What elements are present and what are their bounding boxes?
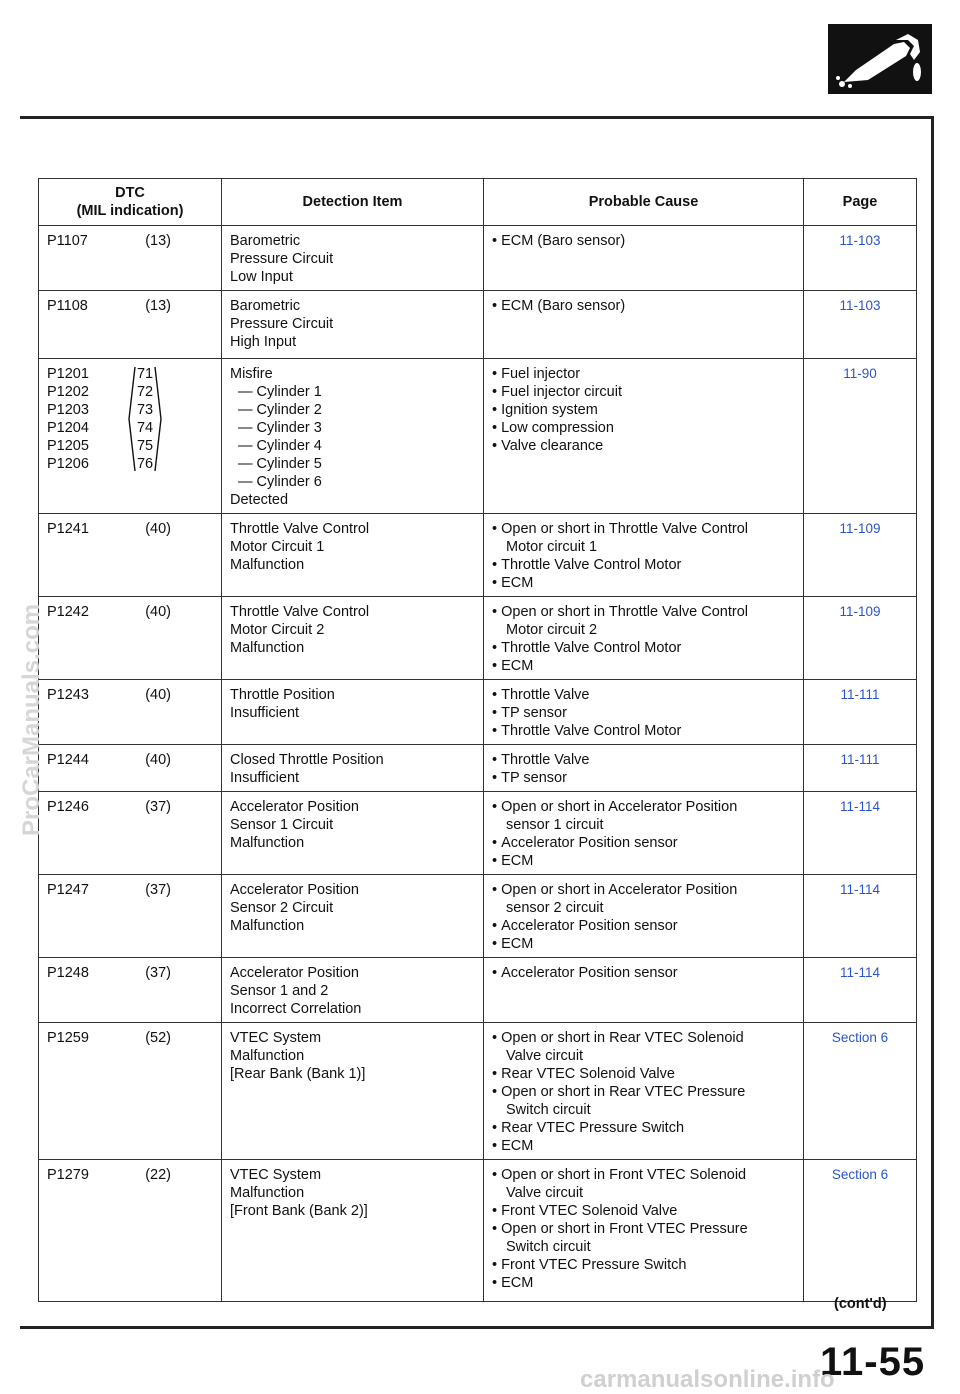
detection-item-cell — [222, 875, 484, 958]
detection-line: VTEC System — [230, 1030, 322, 1046]
probable-cause-cell — [484, 514, 804, 597]
cause-line: • Accelerator Position sensor — [492, 964, 795, 982]
page-reference-link[interactable]: Section 6 — [804, 1023, 917, 1160]
dtc-code: P1241 — [47, 521, 89, 537]
detection-line: Throttle Position — [230, 687, 335, 703]
mil-indication: (13) — [145, 233, 171, 249]
detection-line: Malfunction — [230, 835, 305, 851]
dtc-code: P1206 — [47, 456, 89, 472]
mil-indication: 74 — [136, 420, 154, 436]
detection-item-cell — [222, 1023, 484, 1160]
cause-line: • Accelerator Position sensor — [492, 834, 795, 852]
cause-line: • ECM — [492, 1137, 795, 1155]
cause-line: • Open or short in Accelerator Position — [492, 881, 795, 899]
page-reference-link[interactable]: 11-111 — [804, 745, 917, 792]
detection-item-cell — [222, 359, 484, 514]
cause-line: • Open or short in Throttle Valve Control — [492, 520, 795, 538]
dtc-code-cell — [39, 1023, 222, 1160]
right-rule — [931, 116, 934, 1328]
mil-indication: (40) — [145, 521, 171, 537]
table-row — [39, 359, 917, 514]
cause-line: • Front VTEC Pressure Switch — [492, 1256, 795, 1274]
detection-line: — Cylinder 2 — [238, 402, 322, 418]
detection-item-cell — [222, 745, 484, 792]
footer-watermark: carmanualsonline.info — [580, 1366, 835, 1393]
detection-item-cell — [222, 680, 484, 745]
table-row — [39, 680, 917, 745]
detection-line: Insufficient — [230, 770, 300, 786]
detection-line: Accelerator Position — [230, 965, 359, 981]
mil-indication: (37) — [145, 965, 171, 981]
detection-line: — Cylinder 6 — [238, 474, 322, 490]
cause-line: • Throttle Valve — [492, 686, 795, 704]
page-reference-link[interactable]: 11-103 — [804, 226, 917, 291]
mil-indication: 73 — [136, 402, 154, 418]
cause-line: • ECM (Baro sensor) — [492, 297, 795, 315]
bottom-rule — [20, 1326, 934, 1329]
probable-cause-cell — [484, 680, 804, 745]
table-row — [39, 226, 917, 291]
probable-cause-cell — [484, 1160, 804, 1302]
page-reference-link[interactable]: 11-90 — [804, 359, 917, 514]
detection-line: Malfunction — [230, 1185, 305, 1201]
cause-line: • Ignition system — [492, 401, 795, 419]
cause-line: Valve circuit — [506, 1048, 584, 1064]
table-row — [39, 1160, 917, 1302]
top-rule — [20, 116, 934, 119]
detection-line: Motor Circuit 2 — [230, 622, 325, 638]
cause-line: sensor 2 circuit — [506, 900, 604, 916]
dtc-code: P1201 — [47, 366, 89, 382]
mil-indication: (37) — [145, 882, 171, 898]
table-row — [39, 597, 917, 680]
detection-line: Accelerator Position — [230, 882, 359, 898]
detection-line: VTEC System — [230, 1167, 322, 1183]
detection-line: — Cylinder 3 — [238, 420, 322, 436]
page-reference-link[interactable]: 11-114 — [804, 792, 917, 875]
dtc-code: P1243 — [47, 687, 89, 703]
cause-line: • Open or short in Rear VTEC Solenoid — [492, 1029, 795, 1047]
detection-line: [Front Bank (Bank 2)] — [230, 1203, 368, 1219]
dtc-code: P1203 — [47, 402, 89, 418]
mil-indication: 72 — [136, 384, 154, 400]
dtc-code: P1279 — [47, 1167, 89, 1183]
probable-cause-cell — [484, 875, 804, 958]
probable-cause-cell — [484, 792, 804, 875]
cause-line: • TP sensor — [492, 769, 795, 787]
table-row — [39, 745, 917, 792]
mil-indication: (52) — [145, 1030, 171, 1046]
dtc-code: P1242 — [47, 604, 89, 620]
cause-line: • Throttle Valve Control Motor — [492, 639, 795, 657]
cause-line: • Throttle Valve — [492, 751, 795, 769]
header-detection-item: Detection Item — [222, 179, 484, 226]
dtc-code: P1246 — [47, 799, 89, 815]
mil-indication: 71 — [136, 366, 154, 382]
detection-line: Pressure Circuit — [230, 251, 334, 267]
header-dtc: DTC (MIL indication) — [39, 179, 222, 226]
dtc-code-cell — [39, 680, 222, 745]
mil-indication: (37) — [145, 799, 171, 815]
detection-line: — Cylinder 5 — [238, 456, 322, 472]
dtc-code: P1259 — [47, 1030, 89, 1046]
cause-line: • Low compression — [492, 419, 795, 437]
cause-line: sensor 1 circuit — [506, 817, 604, 833]
header-probable-cause: Probable Cause — [484, 179, 804, 226]
cause-line: Motor circuit 2 — [506, 622, 598, 638]
detection-line: Malfunction — [230, 557, 305, 573]
dtc-code-cell — [39, 359, 222, 514]
detection-line: Pressure Circuit — [230, 316, 334, 332]
detection-item-cell — [222, 226, 484, 291]
dtc-code: P1107 — [47, 233, 88, 249]
detection-line: Sensor 1 and 2 — [230, 983, 329, 999]
page-reference-link[interactable]: 11-109 — [804, 597, 917, 680]
mil-indication: (40) — [145, 752, 171, 768]
detection-item-cell — [222, 792, 484, 875]
dtc-code: P1205 — [47, 438, 89, 454]
cause-line: Valve circuit — [506, 1185, 584, 1201]
fuel-nozzle-icon — [828, 24, 932, 94]
cause-line: • Rear VTEC Pressure Switch — [492, 1119, 795, 1137]
cause-line: • ECM — [492, 935, 795, 953]
continued-label: (cont'd) — [834, 1296, 887, 1312]
dtc-code-cell — [39, 1160, 222, 1302]
detection-line: Throttle Valve Control — [230, 604, 370, 620]
detection-item-cell — [222, 958, 484, 1023]
detection-line: Malfunction — [230, 1048, 305, 1064]
mil-indication: (40) — [145, 687, 171, 703]
page-reference-link[interactable]: Section 6 — [804, 1160, 917, 1302]
detection-line: Closed Throttle Position — [230, 752, 384, 768]
dtc-code: P1202 — [47, 384, 89, 400]
cause-line: • Open or short in Throttle Valve Control — [492, 603, 795, 621]
probable-cause-cell — [484, 1023, 804, 1160]
header-page: Page — [804, 179, 917, 226]
detection-item-cell — [222, 1160, 484, 1302]
cause-line: Motor circuit 1 — [506, 539, 598, 555]
dtc-code: P1244 — [47, 752, 89, 768]
mil-indication: (40) — [145, 604, 171, 620]
cause-line: • Open or short in Accelerator Position — [492, 798, 795, 816]
detection-line: Accelerator Position — [230, 799, 359, 815]
probable-cause-cell — [484, 359, 804, 514]
dtc-code: P1108 — [47, 298, 88, 314]
detection-line: Low Input — [230, 269, 293, 285]
table-header-row — [39, 179, 917, 226]
page-number: 11-55 — [820, 1340, 926, 1384]
detection-line: Insufficient — [230, 705, 300, 721]
table-row — [39, 1023, 917, 1160]
detection-line: Barometric — [230, 233, 301, 249]
detection-line: Misfire — [230, 366, 273, 382]
detection-line: Motor Circuit 1 — [230, 539, 325, 555]
cause-line: • ECM — [492, 1274, 795, 1292]
detection-item-cell — [222, 597, 484, 680]
cause-line: • Open or short in Rear VTEC Pressure — [492, 1083, 795, 1101]
page-reference-link[interactable]: 11-114 — [804, 958, 917, 1023]
detection-line: Sensor 1 Circuit — [230, 817, 334, 833]
cause-line: • Fuel injector circuit — [492, 383, 795, 401]
cause-line: Switch circuit — [506, 1102, 591, 1118]
page-reference-link[interactable]: 11-111 — [804, 680, 917, 745]
mil-indication: 75 — [136, 438, 154, 454]
dtc-code: P1247 — [47, 882, 89, 898]
mil-indication: 76 — [136, 456, 154, 472]
cause-line: • Fuel injector — [492, 365, 795, 383]
cause-line: • Throttle Valve Control Motor — [492, 556, 795, 574]
table-row — [39, 291, 917, 359]
cause-line: • Open or short in Front VTEC Pressure — [492, 1220, 795, 1238]
cause-line: • Open or short in Front VTEC Solenoid — [492, 1166, 795, 1184]
cause-line: • Accelerator Position sensor — [492, 917, 795, 935]
side-watermark: ProCarManuals.com — [18, 603, 45, 836]
mil-indication: (13) — [145, 298, 171, 314]
probable-cause-cell — [484, 597, 804, 680]
dtc-code-cell — [39, 514, 222, 597]
probable-cause-cell — [484, 958, 804, 1023]
dtc-code-cell — [39, 291, 222, 359]
probable-cause-cell — [484, 226, 804, 291]
table-row — [39, 514, 917, 597]
dtc-code-cell — [39, 597, 222, 680]
probable-cause-cell — [484, 745, 804, 792]
detection-line: Detected — [230, 492, 289, 508]
mil-bracket — [127, 365, 163, 473]
cause-line: • Front VTEC Solenoid Valve — [492, 1202, 795, 1220]
cause-line: • Rear VTEC Solenoid Valve — [492, 1065, 795, 1083]
cause-line: • ECM (Baro sensor) — [492, 232, 795, 250]
mil-indication: (22) — [145, 1167, 171, 1183]
detection-line: Malfunction — [230, 918, 305, 934]
dtc-code-cell — [39, 745, 222, 792]
detection-line: Throttle Valve Control — [230, 521, 370, 537]
page-reference-link[interactable]: 11-109 — [804, 514, 917, 597]
cause-line: • Throttle Valve Control Motor — [492, 722, 795, 740]
detection-line: — Cylinder 4 — [238, 438, 322, 454]
page-reference-link[interactable]: 11-114 — [804, 875, 917, 958]
detection-item-cell — [222, 514, 484, 597]
cause-line: • ECM — [492, 574, 795, 592]
detection-line: Malfunction — [230, 640, 305, 656]
dtc-code: P1204 — [47, 420, 89, 436]
detection-line: High Input — [230, 334, 297, 350]
page-reference-link[interactable]: 11-103 — [804, 291, 917, 359]
dtc-code-cell — [39, 792, 222, 875]
detection-line: Barometric — [230, 298, 301, 314]
detection-line: — Cylinder 1 — [238, 384, 322, 400]
cause-line: • Valve clearance — [492, 437, 795, 455]
cause-line: • TP sensor — [492, 704, 795, 722]
cause-line: • ECM — [492, 657, 795, 675]
detection-line: [Rear Bank (Bank 1)] — [230, 1066, 366, 1082]
cause-line: • ECM — [492, 852, 795, 870]
cause-line: Switch circuit — [506, 1239, 591, 1255]
detection-item-cell — [222, 291, 484, 359]
dtc-code: P1248 — [47, 965, 89, 981]
probable-cause-cell — [484, 291, 804, 359]
dtc-code-cell — [39, 875, 222, 958]
table-row — [39, 958, 917, 1023]
detection-line: Incorrect Correlation — [230, 1001, 362, 1017]
detection-line: Sensor 2 Circuit — [230, 900, 334, 916]
dtc-code-cell — [39, 958, 222, 1023]
dtc-code-cell — [39, 226, 222, 291]
table-row — [39, 792, 917, 875]
table-row — [39, 875, 917, 958]
dtc-table — [38, 178, 917, 1302]
